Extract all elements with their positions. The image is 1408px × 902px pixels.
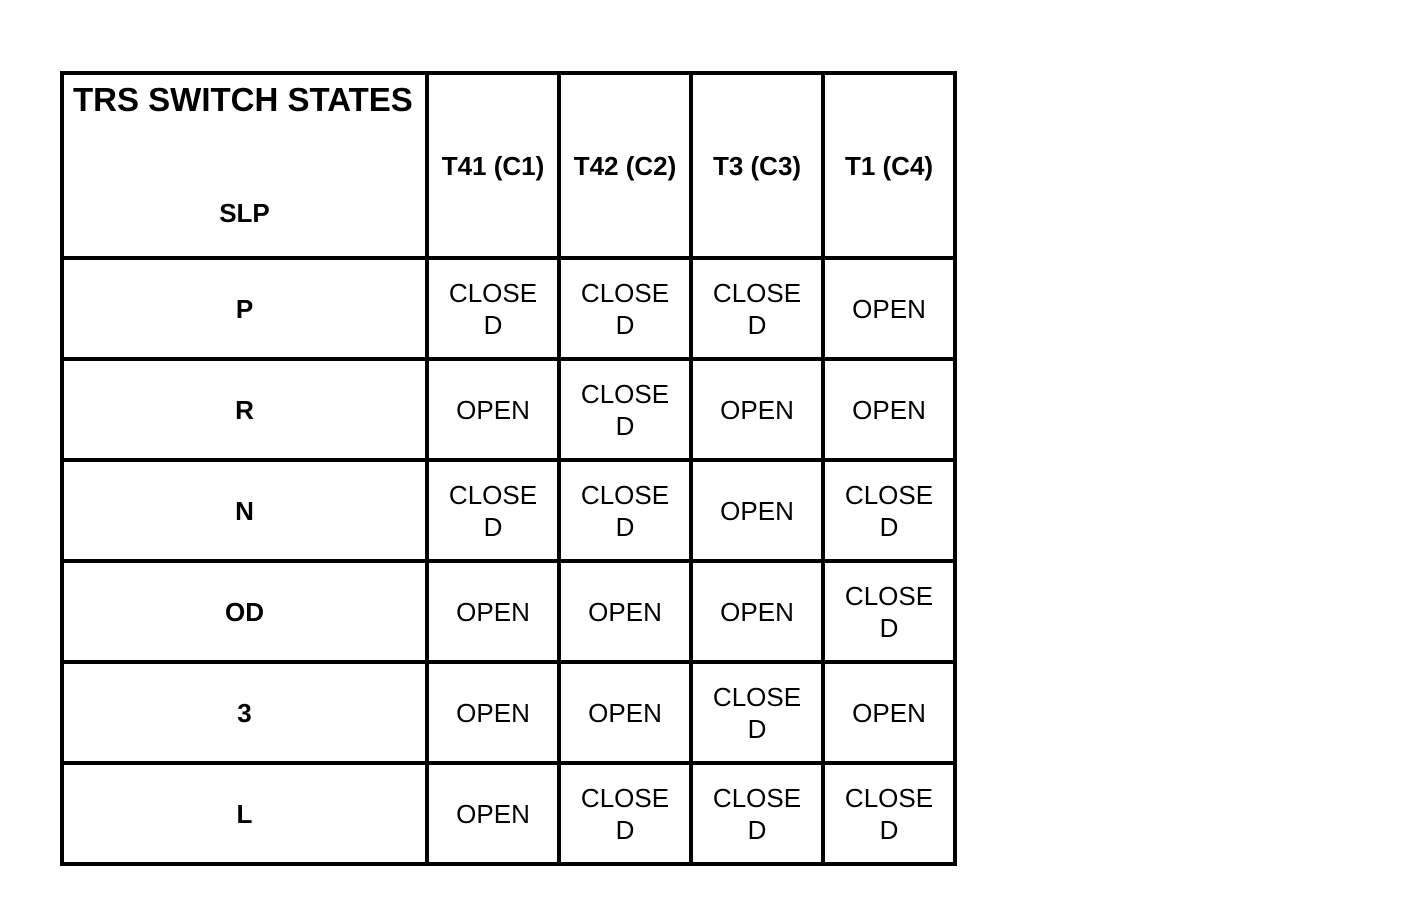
switch-state-cell: OPEN (559, 662, 691, 763)
row-label: OD (62, 561, 427, 662)
row-header-label: SLP (219, 198, 270, 228)
switch-state-cell: OPEN (427, 662, 559, 763)
switch-state-cell: CLOSED (559, 763, 691, 864)
table-row-3 (62, 662, 955, 763)
column-header-c4: T1 (C4) (823, 73, 955, 258)
row-label: N (62, 460, 427, 561)
switch-state-cell: OPEN (427, 561, 559, 662)
column-header-c1: T41 (C1) (427, 73, 559, 258)
switch-state-cell: CLOSED (427, 460, 559, 561)
switch-state-cell: CLOSED (691, 258, 823, 359)
switch-state-cell: CLOSED (823, 561, 955, 662)
row-label: 3 (62, 662, 427, 763)
switch-state-cell: OPEN (427, 763, 559, 864)
switch-state-cell: CLOSED (823, 763, 955, 864)
table-title: TRS SWITCH STATES (73, 81, 413, 118)
table-row-p (62, 258, 955, 359)
column-header-c2: T42 (C2) (559, 73, 691, 258)
row-label: L (62, 763, 427, 864)
switch-state-cell: CLOSED (427, 258, 559, 359)
switch-state-cell: OPEN (823, 662, 955, 763)
table-row-n (62, 460, 955, 561)
switch-state-cell: CLOSED (823, 460, 955, 561)
switch-state-cell: OPEN (691, 359, 823, 460)
table-row-l (62, 763, 955, 864)
switch-state-cell: CLOSED (559, 258, 691, 359)
header-row (62, 73, 955, 258)
switch-state-cell: OPEN (691, 460, 823, 561)
switch-state-cell: OPEN (427, 359, 559, 460)
switch-state-cell: CLOSED (691, 763, 823, 864)
row-label: R (62, 359, 427, 460)
switch-state-cell: CLOSED (559, 359, 691, 460)
switch-state-cell: OPEN (823, 359, 955, 460)
table-title-cell (62, 73, 427, 258)
column-header-c3: T3 (C3) (691, 73, 823, 258)
switch-state-cell: CLOSED (559, 460, 691, 561)
table-row-od (62, 561, 955, 662)
switch-state-cell: OPEN (559, 561, 691, 662)
switch-state-cell: CLOSED (691, 662, 823, 763)
table-row-r (62, 359, 955, 460)
trs-switch-states-table (60, 71, 957, 866)
switch-state-cell: OPEN (823, 258, 955, 359)
row-label: P (62, 258, 427, 359)
switch-state-cell: OPEN (691, 561, 823, 662)
